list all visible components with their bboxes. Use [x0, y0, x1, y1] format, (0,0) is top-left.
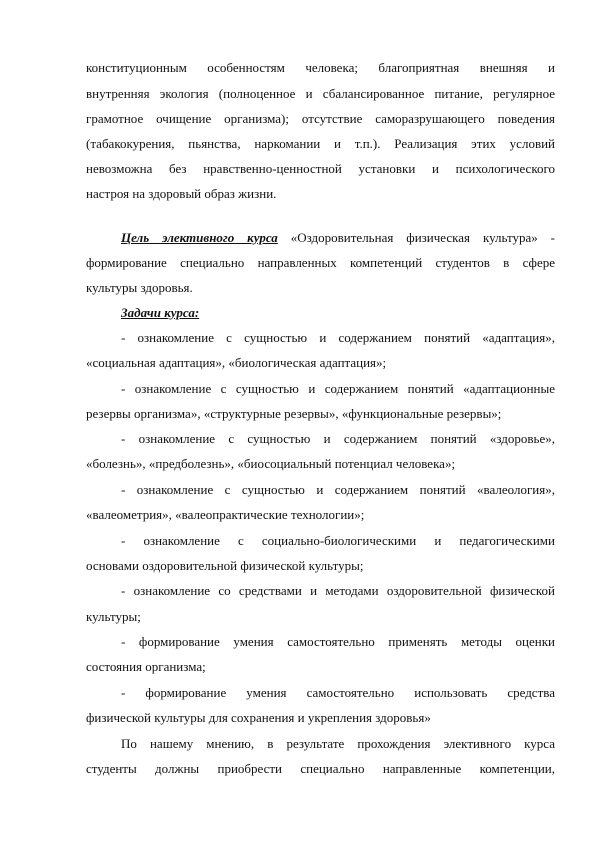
goal-label: Цель элективного курса	[121, 230, 278, 245]
conclusion-line: По нашему мнению, в результате прохождения элективного курса	[121, 736, 555, 751]
task-line: основами оздоровительной физической культуры;	[86, 558, 364, 573]
task-line: - ознакомление с сущностью и содержанием понятий «адаптация»,	[121, 330, 555, 345]
task-line: состояния организма;	[86, 659, 206, 674]
tasks-heading-text: Задачи курса:	[121, 305, 200, 320]
conclusion-line: студенты должны приобрести специально направленные компетенции,	[86, 761, 555, 776]
paragraph-line: грамотное очищение организма); отсутствие саморазрушающего поведения	[86, 111, 555, 126]
task-line: - формирование умения самостоятельно применять методы оценки	[121, 634, 555, 649]
task-line: «социальная адаптация», «биологическая адаптация»;	[86, 355, 387, 370]
task-line: - ознакомление с сущностью и содержанием понятий «валеология»,	[121, 482, 555, 497]
paragraph-line: (табакокурения, пьянства, наркомании и т.п.). Реализация этих условий	[86, 136, 555, 151]
goal-text: «Оздоровительная физическая культура» -	[277, 230, 556, 245]
task-line: резервы организма», «структурные резервы», «функциональные резервы»;	[86, 406, 502, 421]
task-line: физической культуры для сохранения и укрепления здоровья»	[86, 710, 431, 725]
goal-line: формирование специально направленных компетенций студентов в сфере	[86, 255, 555, 270]
task-line: культуры;	[86, 609, 141, 624]
goal-line: культуры здоровья.	[86, 280, 193, 295]
task-line: - ознакомление с социально-биологическими и педагогическими	[121, 533, 555, 548]
task-line: «валеометрия», «валеопрактические технологии»;	[86, 507, 365, 522]
paragraph-line: невозможна без нравственно-ценностной установки и психологического	[86, 161, 555, 176]
paragraph-line: внутренняя экология (полноценное и сбалансированное питание, регулярное	[86, 86, 555, 101]
task-line: - формирование умения самостоятельно использовать средства	[121, 685, 555, 700]
paragraph-line: конституционным особенностям человека; благоприятная внешняя и	[86, 60, 555, 75]
task-line: - ознакомление со средствами и методами оздоровительной физической	[121, 583, 555, 598]
task-line: - ознакомление с сущностью и содержанием понятий «адаптационные	[121, 381, 555, 396]
paragraph-line: настроя на здоровый образ жизни.	[86, 186, 277, 201]
tasks-heading	[121, 305, 555, 321]
task-line: - ознакомление с сущностью и содержанием понятий «здоровье»,	[121, 431, 555, 446]
task-line: «болезнь», «предболезнь», «биосоциальный потенциал человека»;	[86, 456, 456, 471]
goal-line	[121, 230, 555, 246]
